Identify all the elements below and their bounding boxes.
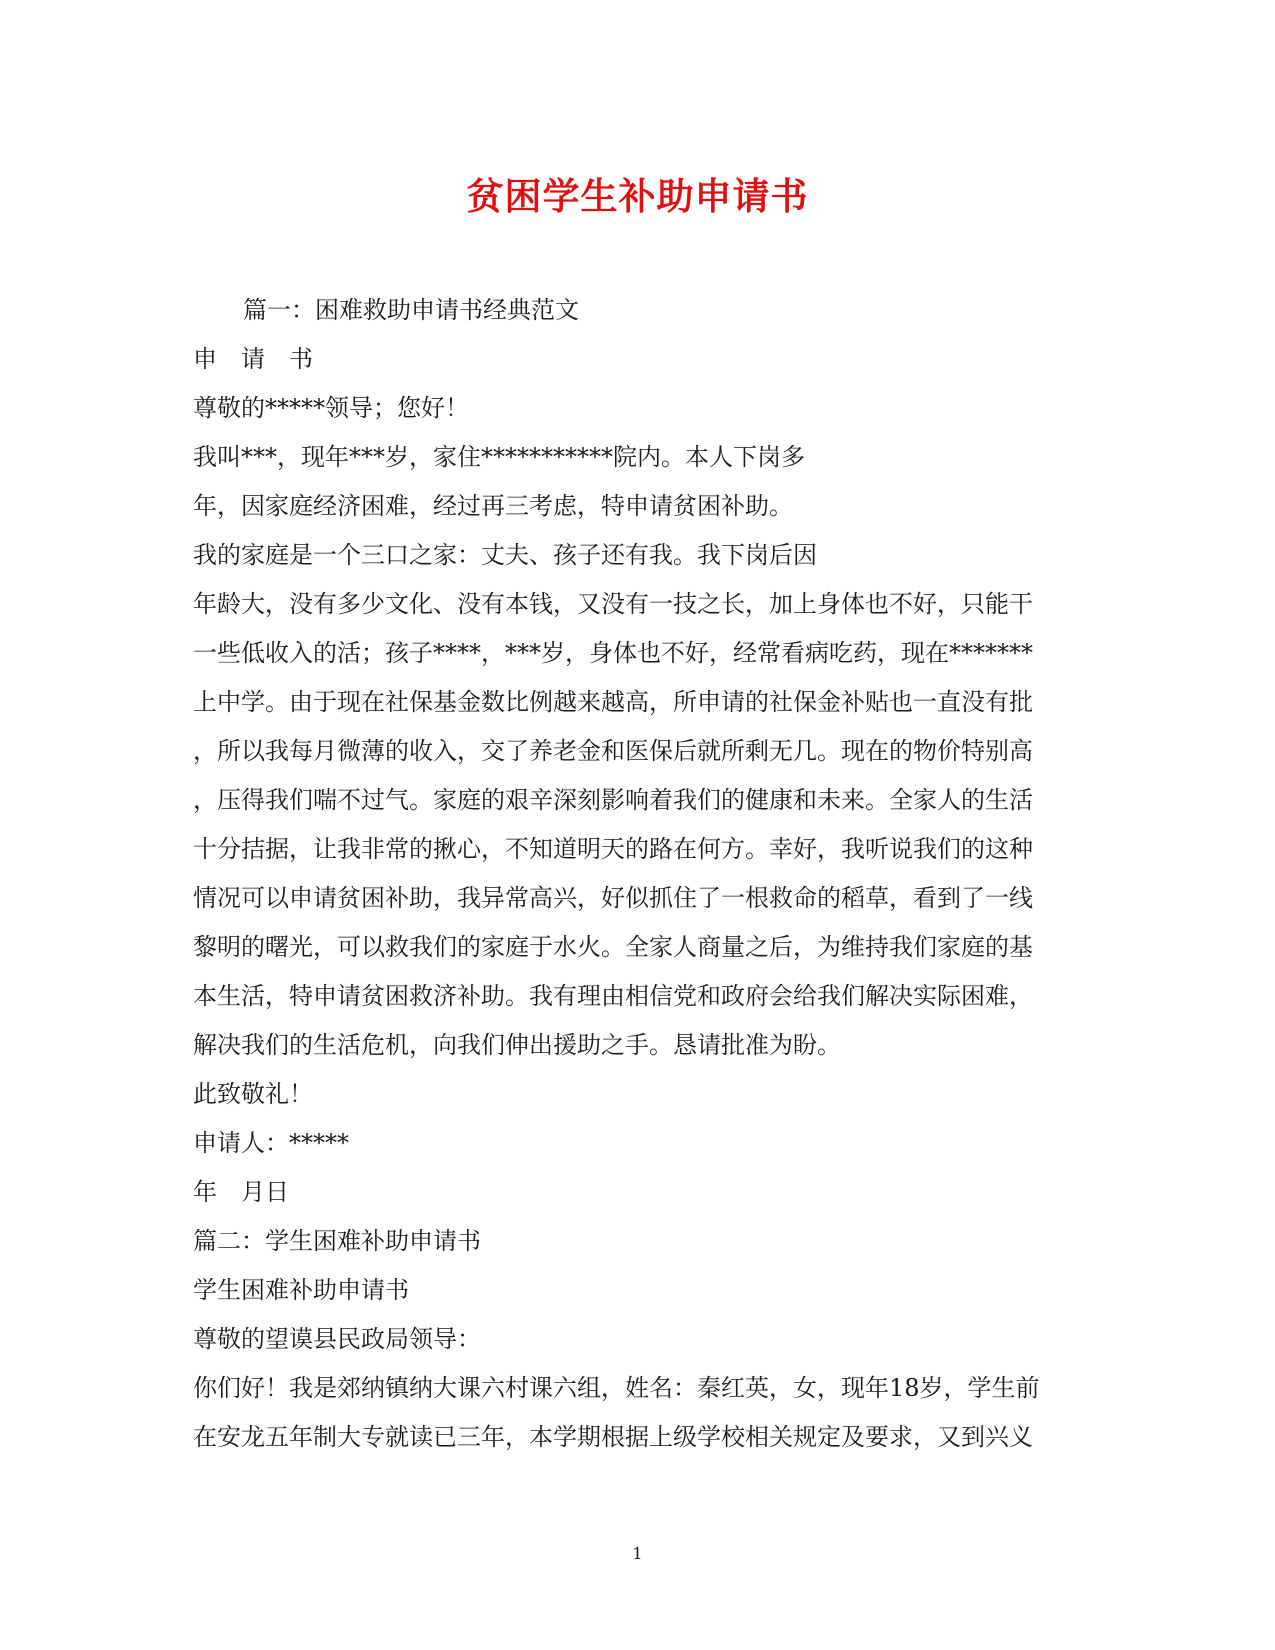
page-number: 1 bbox=[632, 1544, 643, 1563]
applicant-line: 申请人：***** bbox=[193, 1129, 349, 1157]
closing-line: 此致敬礼！ bbox=[193, 1080, 313, 1108]
paragraph-line: 上中学。由于现在社保基金数比例越来越高，所申请的社保金补贴也一直没有批 bbox=[193, 688, 1033, 716]
document-title: 贫困学生补助申请书 bbox=[466, 174, 809, 218]
paragraph-line: 在安龙五年制大专就读已三年，本学期根据上级学校相关规定及要求，又到兴义 bbox=[193, 1423, 1033, 1451]
document-body bbox=[193, 286, 1093, 1462]
paragraph-line: 解决我们的生活危机，向我们伸出援助之手。恳请批准为盼。 bbox=[193, 1031, 841, 1059]
paragraph-line: 年龄大，没有多少文化、没有本钱，又没有一技之长，加上身体也不好，只能干 bbox=[193, 590, 1033, 618]
section-heading-2: 篇二：学生困难补助申请书 bbox=[193, 1227, 481, 1255]
paragraph-line: 一些低收入的活；孩子****，***岁，身体也不好，经常看病吃药，现在******* bbox=[193, 639, 1033, 667]
paragraph-line: 黎明的曙光，可以救我们的家庭于水火。全家人商量之后，为维持我们家庭的基 bbox=[193, 933, 1033, 961]
paragraph-line: 我的家庭是一个三口之家：丈夫、孩子还有我。我下岗后因 bbox=[193, 541, 817, 569]
paragraph-line: 你们好！我是郊纳镇纳大课六村课六组，姓名：秦红英，女，现年18岁，学生前 bbox=[193, 1374, 1040, 1402]
paragraph-line: 情况可以申请贫困补助，我异常高兴，好似抓住了一根救命的稻草，看到了一线 bbox=[193, 884, 1033, 912]
letter-heading: 申 请 书 bbox=[193, 345, 313, 373]
date-line: 年 月日 bbox=[193, 1178, 289, 1206]
paragraph-line: 我叫***，现年***岁，家住***********院内。本人下岗多 bbox=[193, 443, 805, 471]
section-heading-1: 篇一：困难救助申请书经典范文 bbox=[243, 296, 579, 324]
letter-heading-2: 学生困难补助申请书 bbox=[193, 1276, 409, 1304]
paragraph-line: ，所以我每月微薄的收入，交了养老金和医保后就所剩无几。现在的物价特别高 bbox=[193, 737, 1033, 765]
salutation: 尊敬的*****领导；您好！ bbox=[193, 394, 469, 422]
paragraph-line: 十分拮据，让我非常的揪心，不知道明天的路在何方。幸好，我听说我们的这种 bbox=[193, 835, 1033, 863]
paragraph-line: ，压得我们喘不过气。家庭的艰辛深刻影响着我们的健康和未来。全家人的生活 bbox=[193, 786, 1033, 814]
paragraph-line: 本生活，特申请贫困救济补助。我有理由相信党和政府会给我们解决实际困难， bbox=[193, 982, 1033, 1010]
paragraph-line: 年，因家庭经济困难，经过再三考虑，特申请贫困补助。 bbox=[193, 492, 793, 520]
salutation-2: 尊敬的望谟县民政局领导： bbox=[193, 1325, 481, 1353]
